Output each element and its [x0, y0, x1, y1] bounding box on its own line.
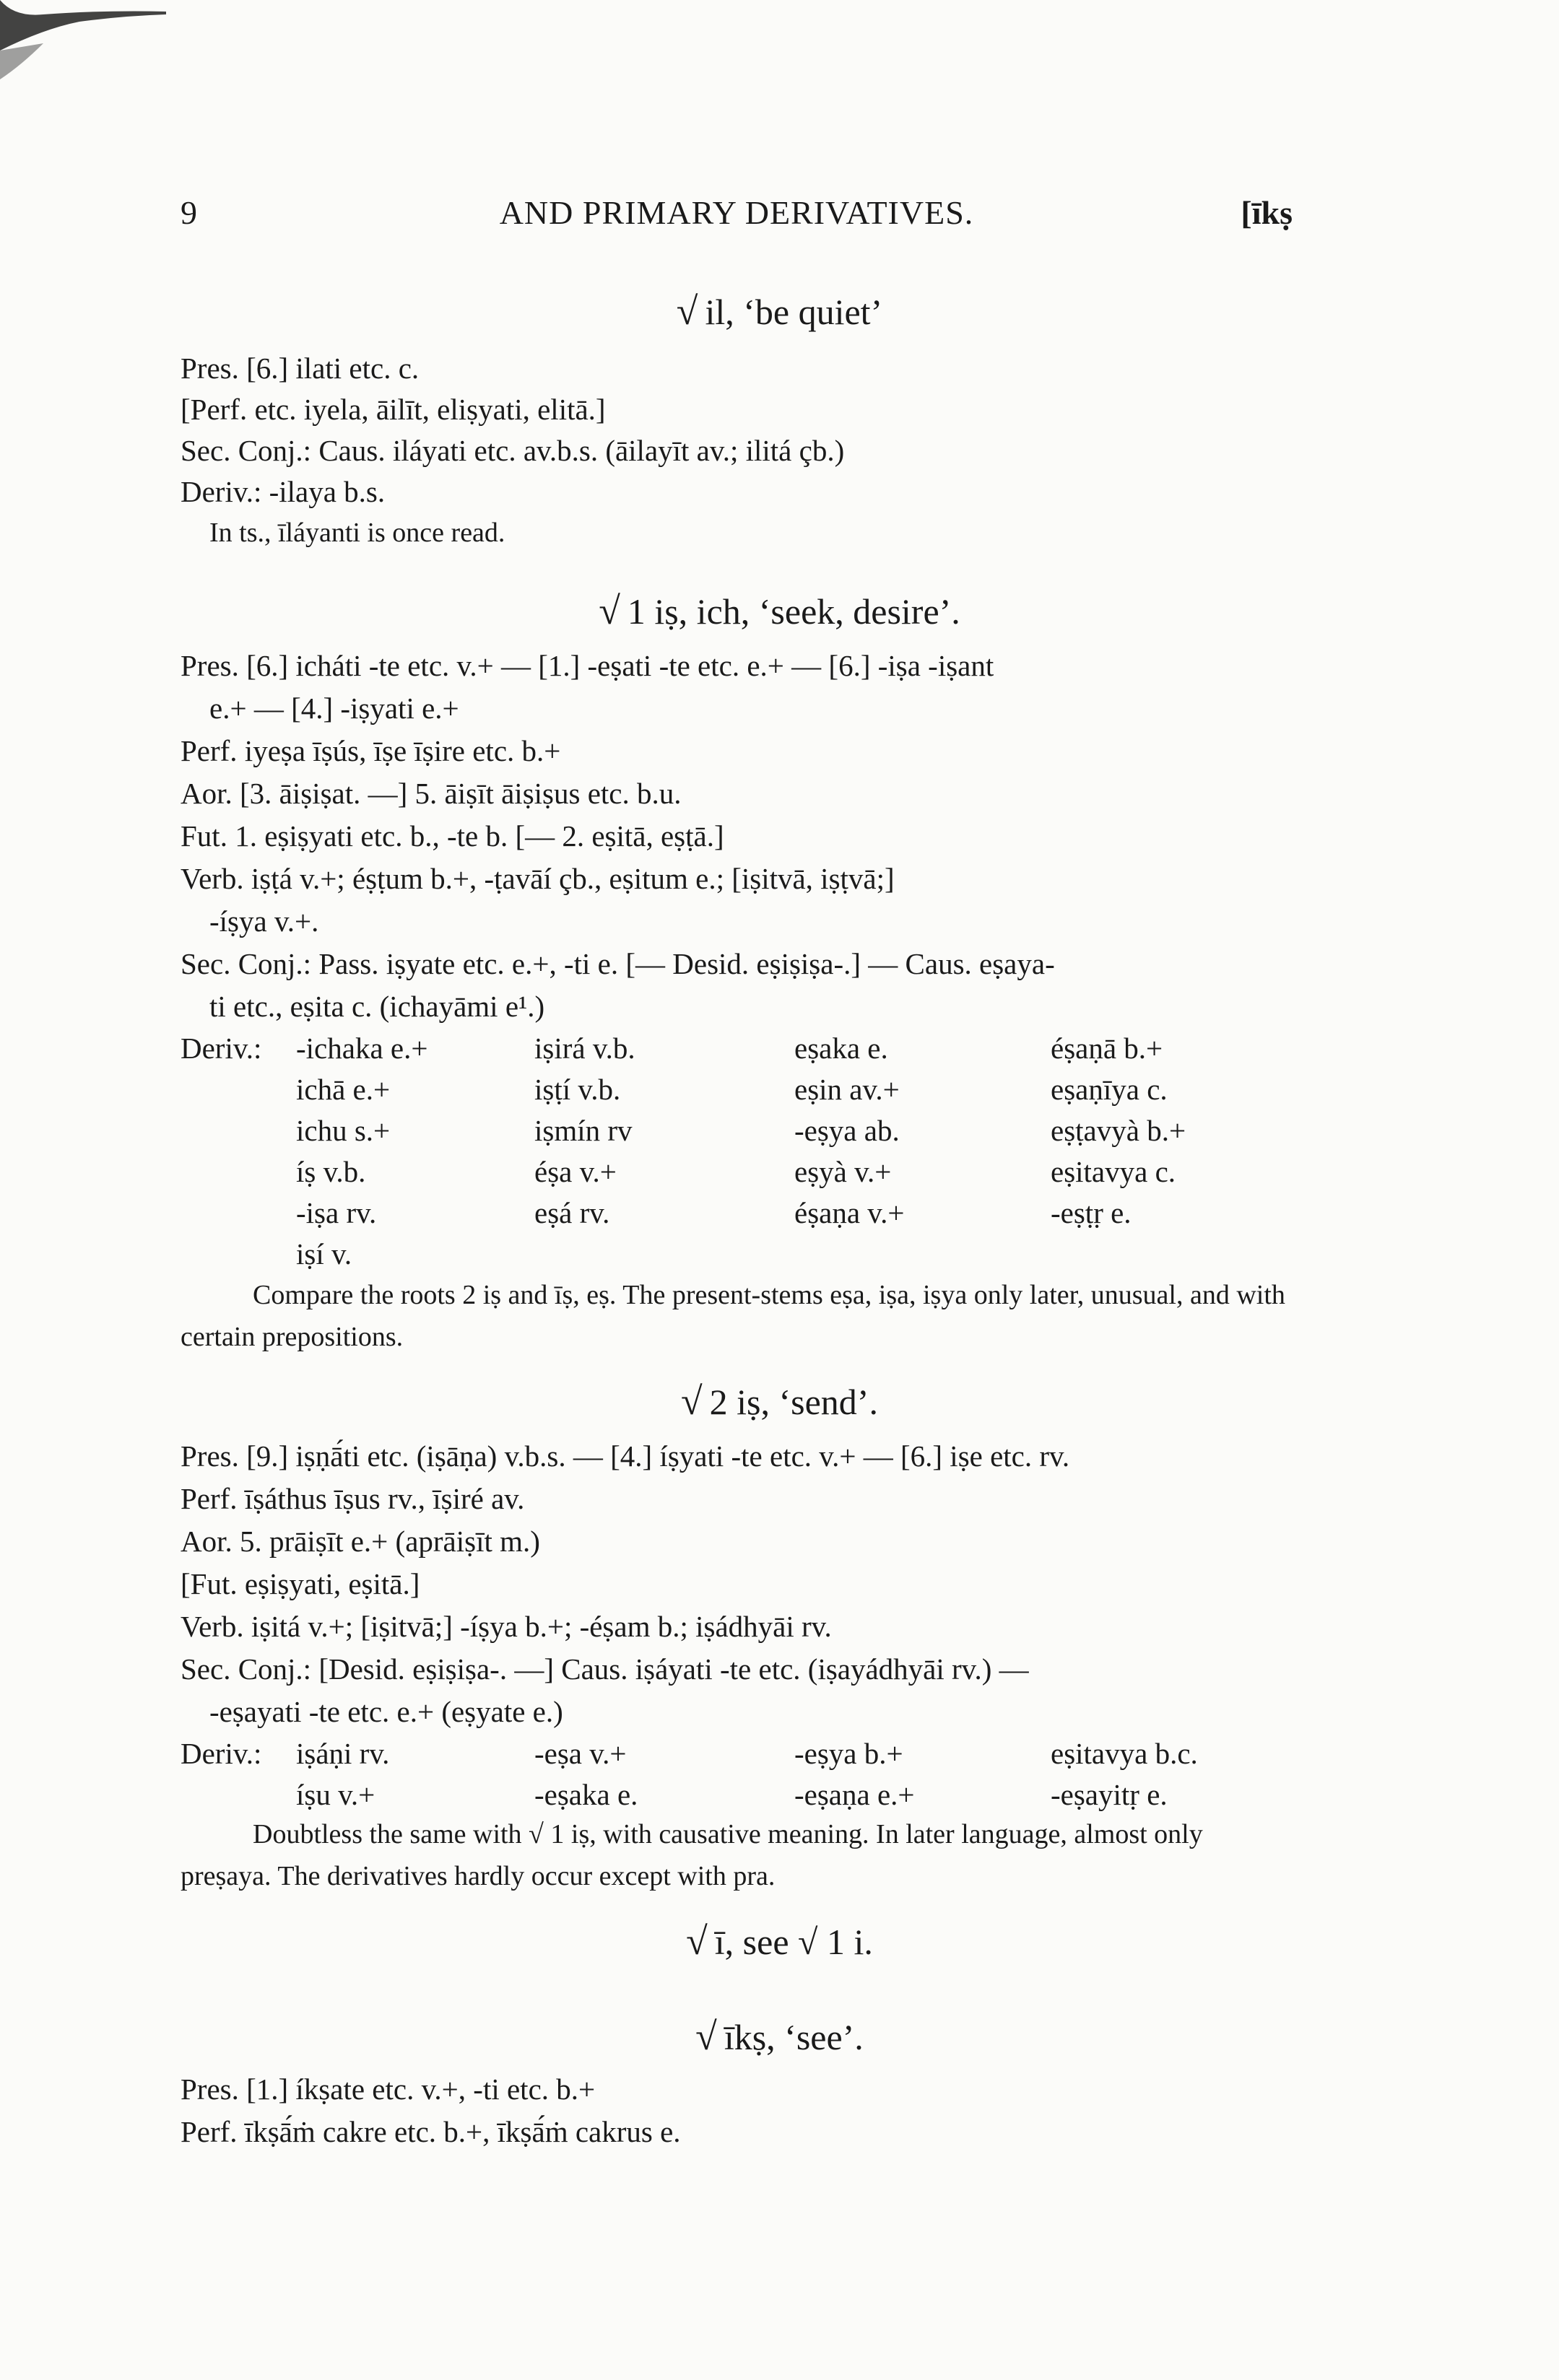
deriv-word: éṣa v.+: [534, 1155, 617, 1188]
deriv-word: íṣ v.b.: [296, 1155, 366, 1188]
deriv-word: eṣitavya c.: [1051, 1155, 1176, 1188]
entry-note: In ts., īláyanti is once read.: [209, 518, 505, 548]
root-heading-i: [0, 1919, 1559, 1963]
deriv-word: -eṣa v.+: [534, 1737, 627, 1770]
entry-line: [Fut. eṣiṣyati, eṣitā.]: [181, 1567, 420, 1600]
deriv-label: Deriv.:: [181, 1737, 262, 1770]
deriv-word: iṣirá v.b.: [534, 1032, 635, 1065]
entry-line: e.+ — [4.] -iṣyati e.+: [209, 692, 459, 725]
deriv-word: ichu s.+: [296, 1114, 391, 1147]
root-text: ī, see √ 1 i.: [714, 1922, 873, 1962]
entry-line: Perf. īṣáthus īṣus rv., īṣiré av.: [181, 1482, 525, 1515]
radical-icon: √: [681, 1379, 703, 1423]
deriv-word: iṣáṇi rv.: [296, 1737, 390, 1770]
entry-line: -íṣya v.+.: [209, 905, 319, 938]
root-text: īkṣ, ‘see’.: [724, 2017, 864, 2057]
root-heading-il: [0, 289, 1559, 334]
entry-line: Pres. [1.] íkṣate etc. v.+, -ti etc. b.+: [181, 2072, 596, 2106]
entry-line: Pres. [6.] ilati etc. c.: [181, 352, 420, 385]
deriv-word: eṣṭavyà b.+: [1051, 1114, 1186, 1147]
radical-icon: √: [695, 2015, 717, 2058]
deriv-word: -eṣya ab.: [794, 1114, 900, 1147]
root-heading-ish-2: [0, 1379, 1559, 1424]
root-heading-ish-1: [0, 588, 1559, 633]
deriv-word: iṣí v.: [296, 1237, 352, 1270]
deriv-word: éṣaṇā b.+: [1051, 1032, 1163, 1065]
deriv-word: eṣá rv.: [534, 1196, 610, 1229]
entry-line: Aor. [3. āiṣiṣat. —] 5. āiṣīt āiṣiṣus etc. b.u.: [181, 777, 682, 810]
radical-icon: √: [686, 1919, 708, 1963]
deriv-word: -eṣaṇa e.+: [794, 1778, 915, 1811]
scan-artifact: [0, 0, 188, 87]
deriv-word: -eṣya b.+: [794, 1737, 903, 1770]
running-head: [īkṣ: [1241, 194, 1293, 231]
deriv-word: -eṣṭṛ e.: [1051, 1196, 1132, 1229]
page-header: [181, 193, 1293, 251]
entry-line: Fut. 1. eṣiṣyati etc. b., -te b. [— 2. eṣitā, eṣṭā.]: [181, 819, 724, 853]
deriv-word: eṣyà v.+: [794, 1155, 892, 1188]
running-title: AND PRIMARY DERIVATIVES.: [499, 194, 974, 231]
entry-line: Verb. iṣṭá v.+; éṣṭum b.+, -ṭavāí çb., eṣitum e.; [iṣitvā, iṣṭvā;]: [181, 862, 895, 895]
deriv-word: -ichaka e.+: [296, 1032, 428, 1065]
entry-line: Sec. Conj.: [Desid. eṣiṣiṣa-. —] Caus. iṣáyati -te etc. (iṣayádhyāi rv.) —: [181, 1652, 1029, 1686]
entry-line: -eṣayati -te etc. e.+ (eṣyate e.): [209, 1695, 563, 1728]
entry-line: ti etc., eṣita c. (ichayāmi e¹.): [209, 990, 545, 1023]
deriv-word: -eṣaka e.: [534, 1778, 638, 1811]
entry-line: Perf. iyeṣa īṣús, īṣe īṣire etc. b.+: [181, 734, 561, 767]
root-text: il, ‘be quiet’: [705, 292, 883, 332]
deriv-word: -eṣayitṛ e.: [1051, 1778, 1168, 1811]
deriv-word: iṣmín rv: [534, 1114, 633, 1147]
deriv-word: iṣṭí v.b.: [534, 1073, 621, 1106]
entry-line: Pres. [9.] iṣṇā́ti etc. (iṣāṇa) v.b.s. — [4.] íṣyati -te etc. v.+ — [6.] iṣe etc. rv.: [181, 1439, 1070, 1473]
radical-icon: √: [676, 289, 698, 333]
entry-line: Aor. 5. prāiṣīt e.+ (aprāiṣīt m.): [181, 1525, 540, 1558]
page-number: 9: [181, 194, 197, 231]
deriv-word: eṣin av.+: [794, 1073, 900, 1106]
deriv-word: ichā e.+: [296, 1073, 391, 1106]
deriv-word: eṣitavya b.c.: [1051, 1737, 1198, 1770]
entry-remark: Compare the roots 2 iṣ and īṣ, eṣ. The present-stems eṣa, iṣa, iṣya only later, unusual, and with certain prepositions.: [181, 1280, 1285, 1352]
deriv-label: Deriv.:: [181, 1032, 262, 1065]
entry-line: Verb. iṣitá v.+; [iṣitvā;] -íṣya b.+; -éṣam b.; iṣádhyāi rv.: [181, 1610, 832, 1643]
radical-icon: √: [599, 589, 620, 632]
entry-line: Perf. īkṣā́ṁ cakre etc. b.+, īkṣā́ṁ cakrus e.: [181, 2115, 681, 2148]
root-text: 1 iṣ, ich, ‘seek, desire’.: [627, 591, 960, 632]
entry-line: Sec. Conj.: Caus. iláyati etc. av.b.s. (āilayīt av.; ilitá çb.): [181, 434, 845, 467]
deriv-word: -iṣa rv.: [296, 1196, 377, 1229]
entry-line: Deriv.: -ilaya b.s.: [181, 475, 386, 508]
deriv-word: eṣaka e.: [794, 1032, 888, 1065]
deriv-word: éṣaṇa v.+: [794, 1196, 905, 1229]
deriv-word: íṣu v.+: [296, 1778, 375, 1811]
entry-line: Sec. Conj.: Pass. iṣyate etc. e.+, -ti e. [— Desid. eṣiṣiṣa-.] — Caus. eṣaya-: [181, 947, 1055, 980]
root-text: 2 iṣ, ‘send’.: [709, 1382, 878, 1422]
root-heading-iksh: [0, 2014, 1559, 2059]
entry-remark: Doubtless the same with √ 1 iṣ, with causative meaning. In later language, almost only preṣaya. The derivatives hardly occur except with pra.: [181, 1819, 1203, 1891]
deriv-word: eṣaṇīya c.: [1051, 1073, 1168, 1106]
entry-line: [Perf. etc. iyela, āilīt, eliṣyati, elitā.]: [181, 393, 606, 426]
entry-line: Pres. [6.] icháti -te etc. v.+ — [1.] -eṣati -te etc. e.+ — [6.] -iṣa -iṣant: [181, 649, 994, 682]
